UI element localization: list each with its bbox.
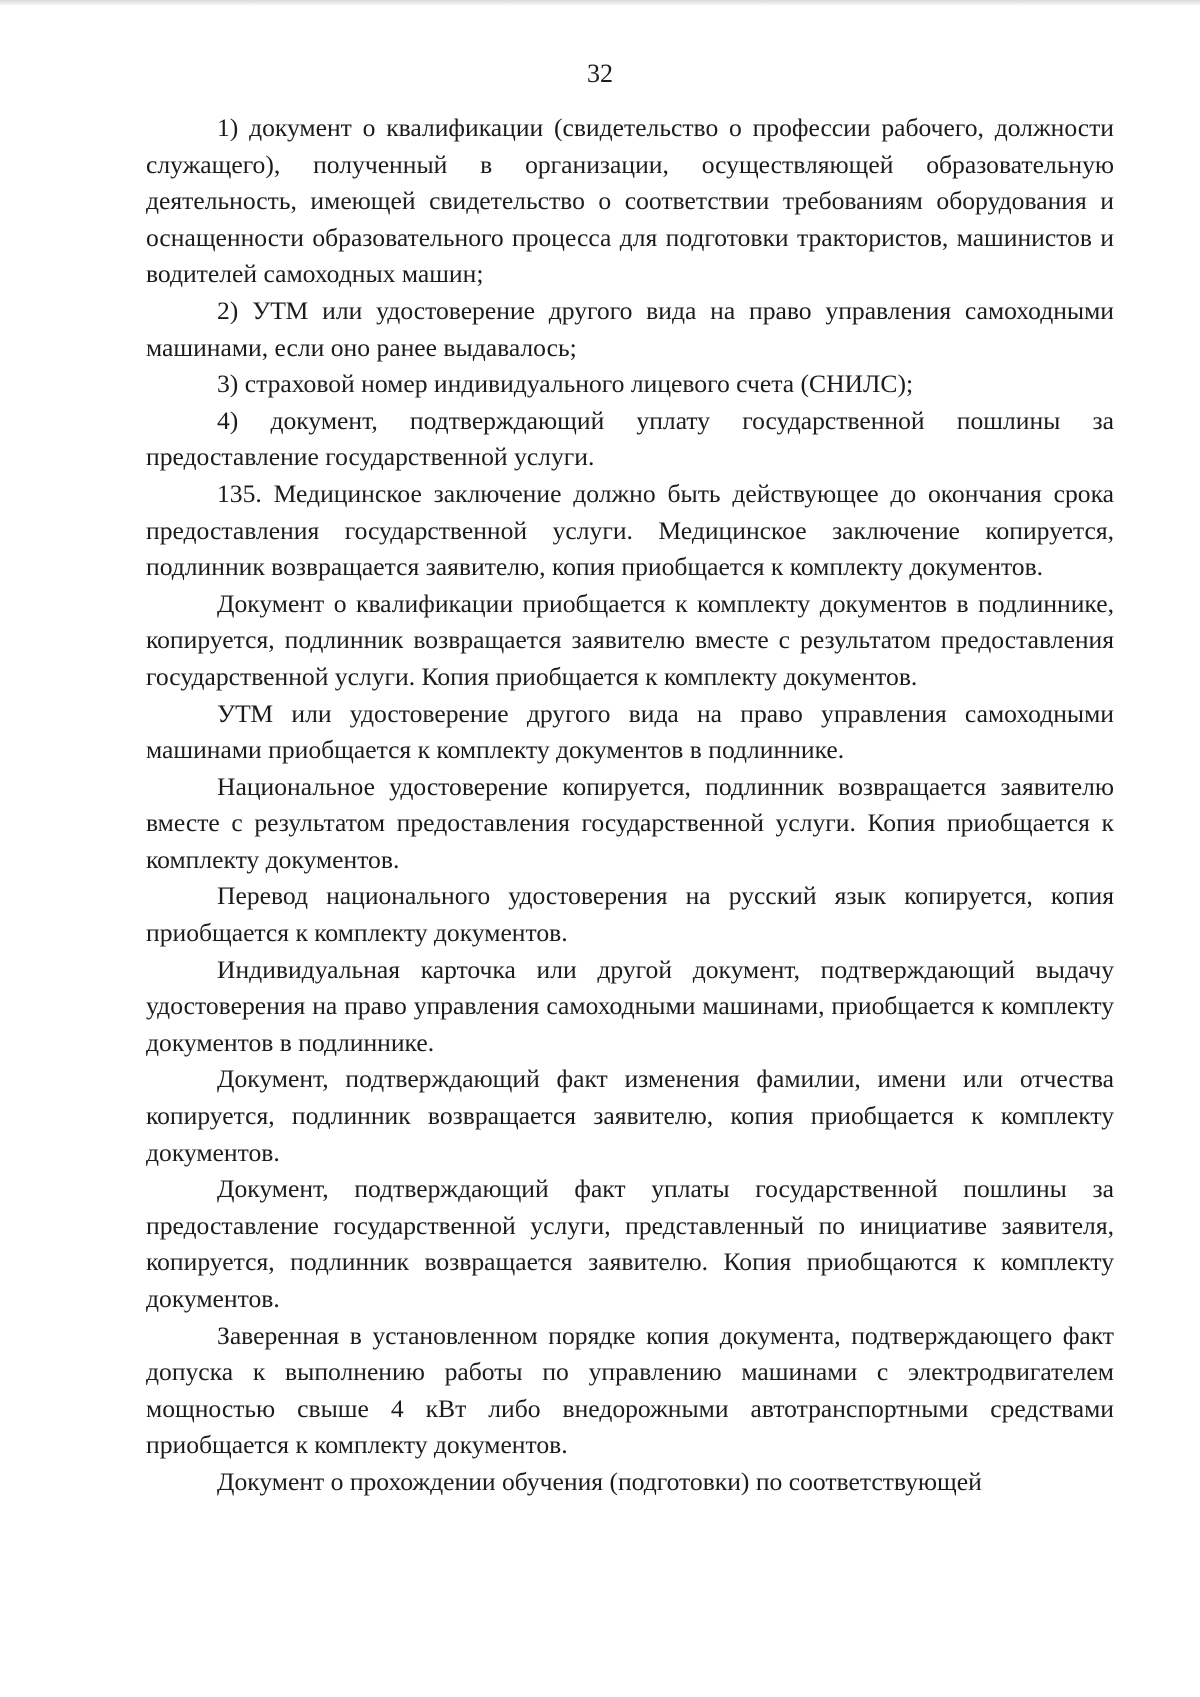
paragraph-fee-payment: Документ, подтверждающий факт уплаты государственной пошлины за предоставление государственной услуги, представленный по инициативе заявителя, копируется, подлинник возвращается заявителю. Копия приобщаются к комплекту документов.: [146, 1174, 1114, 1313]
paragraph-admission-copy: Заверенная в установленном порядке копия документа, подтверждающего факт допуска к выполнению работы по управлению машинами с электродвигателем мощностью свыше 4 кВт либо внедорожными автотранспортными средствами приобщается к комплекту документов.: [146, 1320, 1114, 1460]
paragraph-item-4: 4) документ, подтверждающий уплату государственной пошлины за предоставление государственной услуги.: [146, 405, 1114, 472]
paragraph-item-1: 1) документ о квалификации (свидетельство о профессии рабочего, должности служащего), полученный в организации, осуществляющей образовательную деятельность, имеющей свидетельство о соответствии требованиям оборудования и оснащенности образовательного процесса для подготовки трактористов, машинистов и водителей самоходных машин;: [146, 113, 1114, 289]
page-number: 32: [587, 59, 613, 88]
paragraph-training-doc: Документ о прохождении обучения (подготовки) по соответствующей: [217, 1466, 982, 1496]
paragraph-qualification-doc: Документ о квалификации приобщается к комплекту документов в подлиннике, копируется, подлинник возвращается заявителю вместе с результатом предоставления государственной услуги. Копия приобщается к комплекту документов.: [146, 588, 1114, 691]
paragraph-utm: УТМ или удостоверение другого вида на право управления самоходными машинами приобщается к комплекту документов в подлиннике.: [146, 698, 1114, 765]
body-text: [146, 110, 1114, 1501]
paragraph-individual-card: Индивидуальная карточка или другой документ, подтверждающий выдачу удостоверения на право управления самоходными машинами, приобщается к комплекту документов в подлиннике.: [146, 954, 1114, 1057]
paragraph-name-change: Документ, подтверждающий факт изменения фамилии, имени или отчества копируется, подлинник возвращается заявителю, копия приобщается к комплекту документов.: [146, 1064, 1114, 1167]
paragraph-item-3: 3) страховой номер индивидуального лицевого счета (СНИЛС);: [217, 369, 914, 399]
scan-top-edge: [0, 0, 1200, 6]
paragraph-national-license: Национальное удостоверение копируется, подлинник возвращается заявителю вместе с результатом предоставления государственной услуги. Копия приобщается к комплекту документов.: [146, 771, 1114, 874]
paragraph-clause-135: 135. Медицинское заключение должно быть действующее до окончания срока предоставления государственной услуги. Медицинское заключение копируется, подлинник возвращается заявителю, копия приобщается к комплекту документов.: [146, 478, 1114, 582]
paragraph-item-2: 2) УТМ или удостоверение другого вида на право управления самоходными машинами, если оно ранее выдавалось;: [146, 295, 1114, 362]
paragraph-translation: Перевод национального удостоверения на русский язык копируется, копия приобщается к комплекту документов.: [146, 881, 1114, 948]
